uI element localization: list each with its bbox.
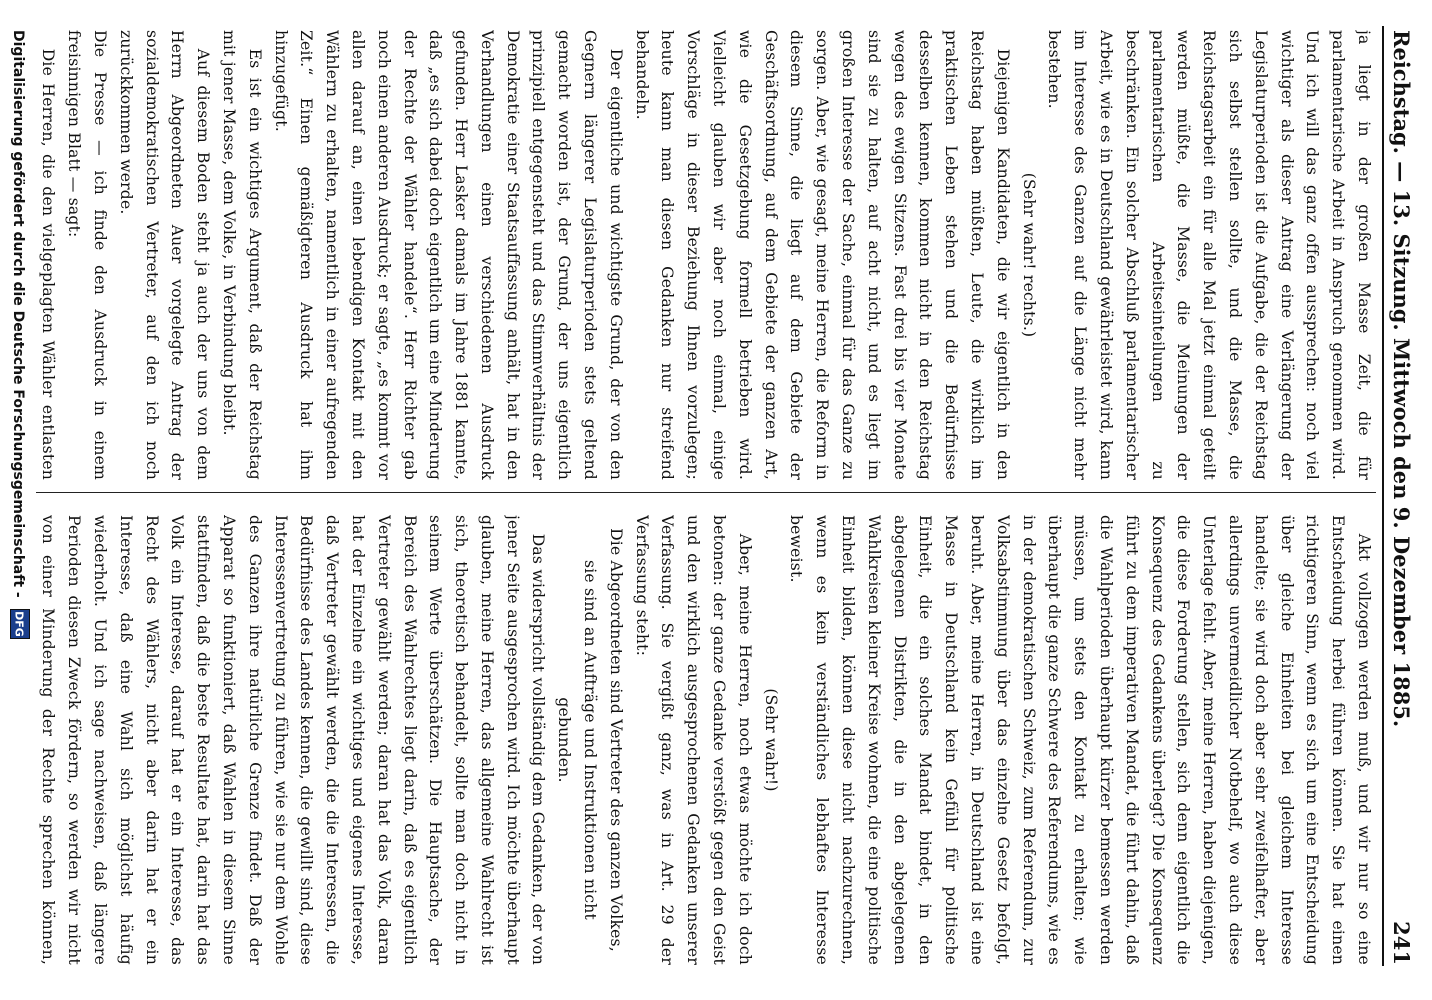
page-number: 241 [1389,921,1414,965]
running-head: Reichstag. — 13. Sitzung. Mittwoch den 9. Dezember 1885. [1389,30,1414,728]
credit-text: Digitalisierung gefördert durch die Deutsche Forschungsgemeinschaft - [10,30,26,598]
paragraph: Es ist ein wichtiges Argument, daß der Reichstag mit jener Masse, dem Volke, in Verbindung bleibt. [219,30,264,480]
header-rule [1382,26,1384,966]
paragraph: Akt vollzogen werden muß, und wir nur so eine Entscheidung herbei führen können. Sie hat einen richtigeren Sinn, wenn es sich um eine Entscheidung über gleiche Einheiten bei gleichem Interesse handelte; sie wird doch aber sehr zweifelhafter, aber allerdings unvermeidlicher Notbehelf, wo auch diese Unterlage fehlt. Aber, meine Herren, haben diejenigen, die diese Forderung stellen, sich denn eigentlich die Konsequenz des Gedankens überlegt? Die Konsequenz führt zu dem imperativen Mandat, die führt dahin, daß die Wahlperioden überhaupt kürzer bemessen werden müssen, um stets den Kontakt zu erhalten; wie überhaupt die ganze Schwere des Referendums, wie es in der demokratischen Schweiz, zum Referendum, zur Volksabstimmung über das einzelne Gesetz befolgt, beruht. Aber, meine Herren, in Deutschland ist eine Masse in Deutschland kein Gefühl für politische Einheit, die ein solches Mandat bindet, in den abgelegenen Distrikten, die in den abgelegenen Wahlkreisen kleiner Kreise wohnen, die eine politische Einheit bilden, können diese nicht nachzurechnen, wenn es kein verständliches lebhaftes Interesse beweist. [787,515,1373,965]
svg-text:DFG: DFG [12,610,26,637]
paragraph: Auf diesem Boden steht ja auch der uns von dem Herrn Abgeordneten Auer vorgelegte Antrag der sozialdemokratischen Vertreter, auf den ich noch zurückkommen werde. [116,30,213,480]
paragraph: Der eigentliche und wichtigste Grund, der von den Gegnern längerer Legislaturperioden stets geltend gemacht worden ist, der Grund, der uns eigentlich prinzipiell entgegensteht und das Stimmverhältnis der Demokratie einer Staatsauffassung anhält, hat in den Verhandlungen einen verschiedenen Ausdruck gefunden. Herr Lasker damals im Jahre 1881 kannte, daß „es sich dabei doch eigentlich um eine Minderung der Rechte der Wähler handele“. Herr Richter gab noch einen anderen Ausdruck; er sagte, „es kommt vor allen darauf an, einen lebendigen Kontakt mit den Wählern zu erhalten, namentlich in einer aufregenden Zeit.“ Einen gemäßigteren Ausdruck hat ihm hinzugefügt. [271,30,625,480]
paragraph: Die Herren, die den vielgeplagten Wähler entlasten [39,48,58,480]
paragraph: Die Presse — ich finde den Ausdruck in einem freisinnigen Blatt — sagt: [65,30,109,480]
paragraph: Aber, meine Herren, noch etwas möchte ich doch betonen: der ganze Gedanke verstößt gegen den Geist und den wirklich ausgesprochenen Gedanken unserer Verfassung. Sie vergißt ganz, was in Art. 29 der Verfassung steht: [632,515,754,965]
paragraph: Diejenigen Kandidaten, die wir eigentlich in den Reichstag haben müßten, Leute, die wirklich im praktischen Leben stehen und die Bedürfnisse desselben kennen, kommen nicht in den Reichstag wegen des ewigen Sitzens. Fast drei bis vier Monate sind sie zu halten, auf acht nicht, und es liegt im großen Interesse der Sache, einmal für das Ganze zu sorgen. Aber, wie gesagt, meine Herren, die Reform in diesem Sinne, die liegt auf dem Gebiete der Geschäftsordnung, auf dem Gebiete der ganzen Art, wie die Gesetzgebung formell betrieben wird. Vielleicht glauben wir aber noch einmal, einige Vorschläge in dieser Beziehung Ihnen vorzulegen; heute kann man diesen Gedanken nur streifend behandeln. [632,30,1012,480]
paragraph: Das widerspricht vollständig dem Gedanken, der von jener Seite ausgesprochen wird. Ich möchte überhaupt glauben, meine Herren, das allgemeine Wahlrecht ist sich, theoretisch behandelt, sollte man doch nicht in seinem Werte überschätzen. Die Hauptsache, der Bereich des Wahlrechtes liegt darin, daß es eigentlich Vertreter gewählt werden; daran hat das Volk, daran hat der Einzelne ein wichtiges und eigenes Interesse, daß Vertreter gewählt werden, die die Interessen, die Bedürfnisse des Landes kennen, die gewillt sind, diese Interessenvertretung zu führen, wie sie nur dem Wohle des Ganzen ihre natürliche Grenze findet. Daß der Apparat so funktioniert, daß Wahlen in diesem Sinne stattfinden, daß die beste Resultate hat, darin hat das Volk ein Interesse, darauf hat er ein Interesse, das Recht des Wählers, nicht aber darin hat er ein Interesse, daß eine Wahl sich möglichst häufig wiederholt. Und ich sage nachweisen, daß längere Perioden diesen Zweck fördern, so werden wir nicht von einer Minderung der Rechte sprechen können, [39,515,548,965]
centered-line: (Sehr wahr!) [761,688,780,792]
digitization-credit [8,30,28,639]
column-divider [36,492,1376,493]
text-column-right [36,515,1376,965]
dfg-logo-icon [10,609,30,639]
centered-line: (Sehr wahr! rechts.) [1019,172,1038,338]
page-header [1386,30,1418,965]
text-column-left [36,30,1376,480]
centered-line: Die Abgeordneten sind Vertreter des ganzen Volkes, sie sind an Aufträge und Instruktionen nicht gebunden. [555,528,625,952]
paragraph: ja liegt in der großen Masse Zeit, die für parlamentarische Arbeit in Anspruch genommen wird. Und ich will das ganz offen aussprechen: noch viel wichtiger als dieser Antrag eine Verlängerung der Legislaturperioden ist die Aufgabe, die der Reichstag sich selbst stellen sollte, und die Masse, die Reichstagsarbeit ein für alle Mal jetzt einmal geteilt werden müßte, die Masse, die Meinungen der parlamentarischen Arbeitseinteilungen zu beschränken. Ein solcher Abschluß parlamentarischer Arbeit, wie es in Deutschland gewährleistet wird, kann im Interesse des Ganzen auf die Länge nicht mehr bestehen. [1045,30,1373,480]
